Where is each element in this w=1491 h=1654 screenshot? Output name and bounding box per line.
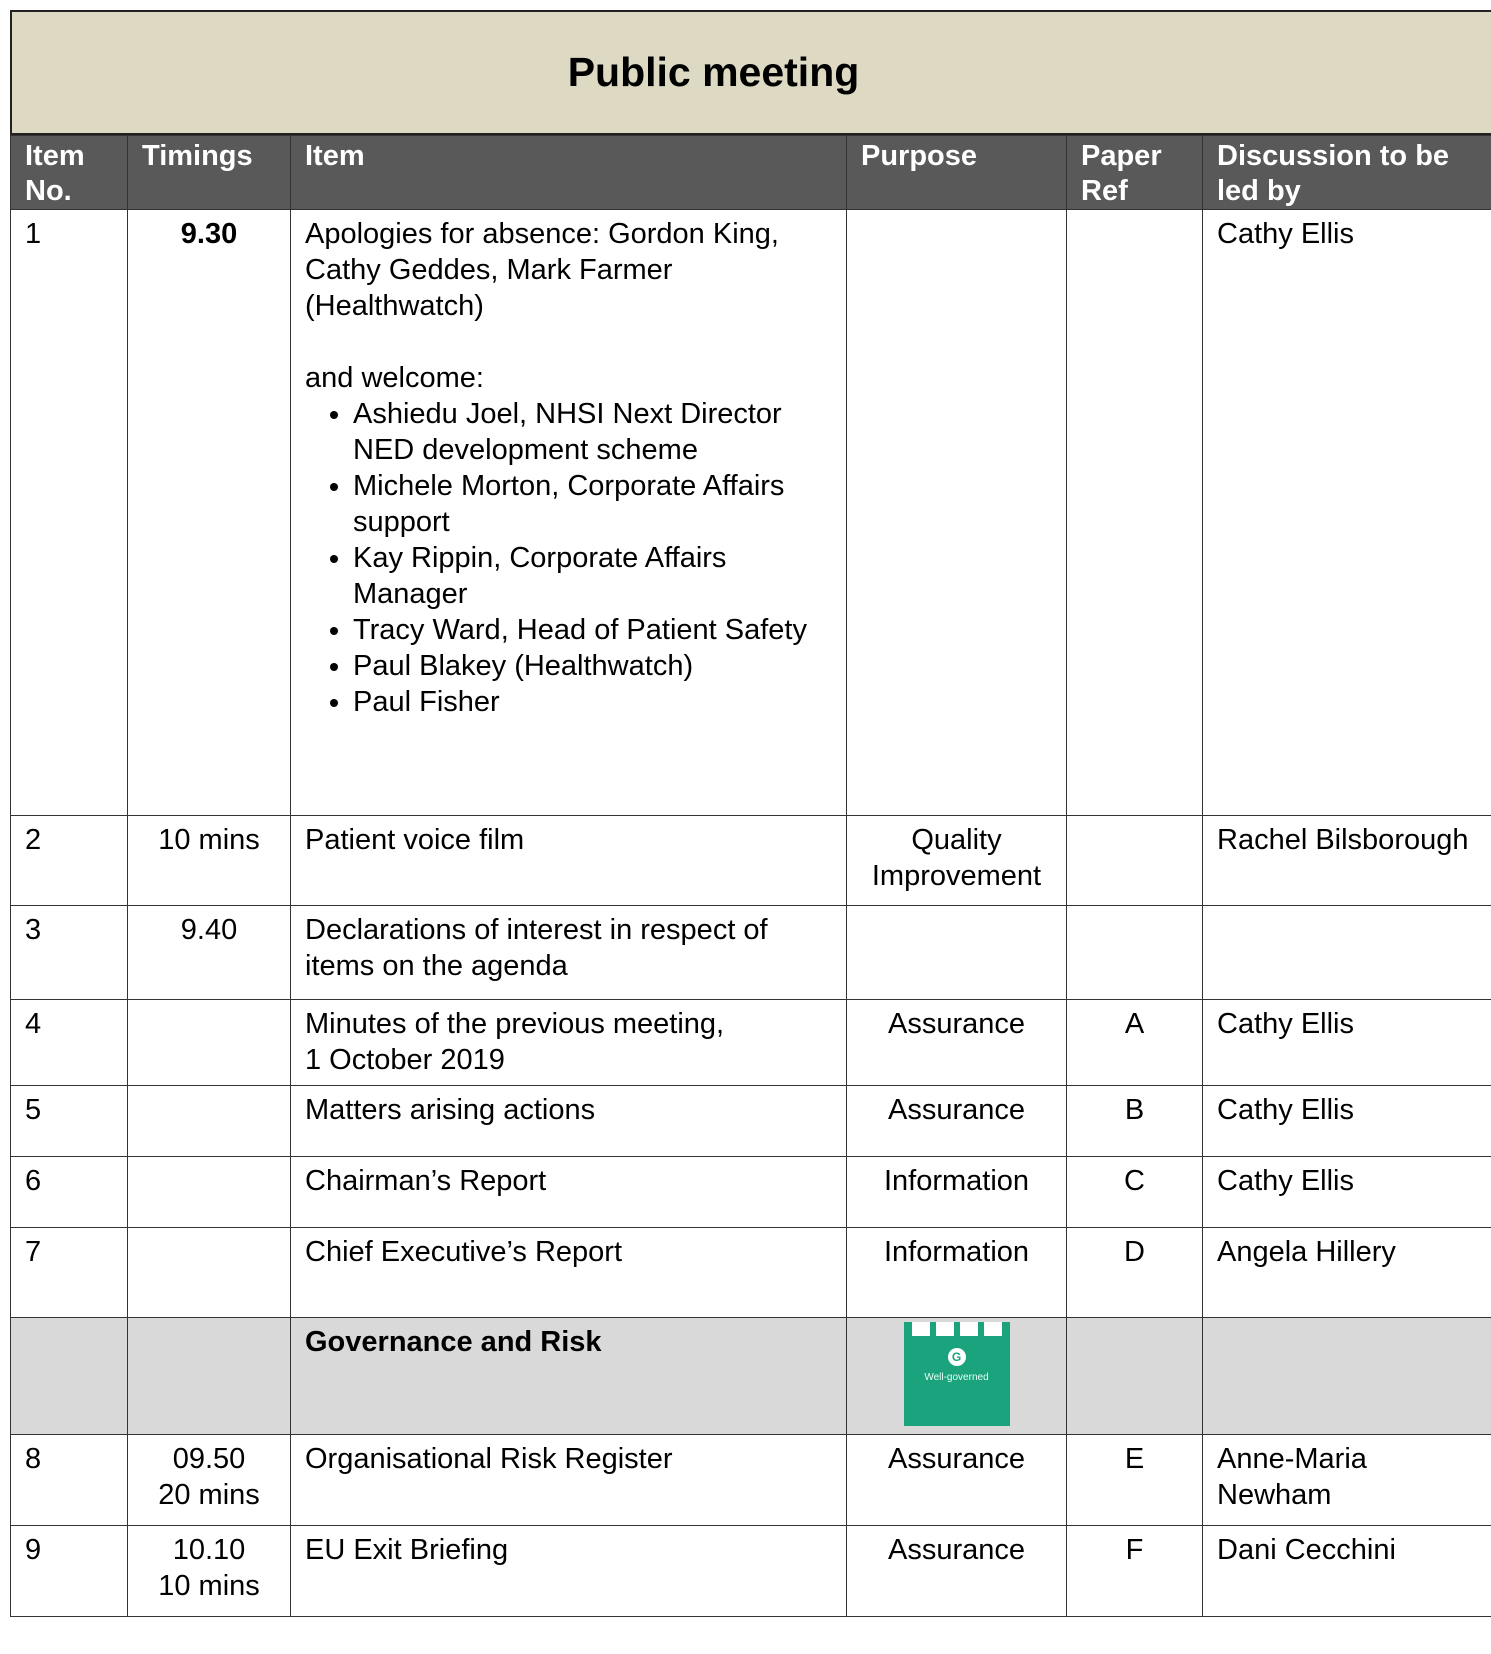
page-title: Public meeting: [567, 49, 860, 95]
led-by: Anne-Maria Newham: [1203, 1435, 1491, 1526]
agenda-table: [10, 135, 1491, 1617]
purpose: Assurance: [847, 1435, 1067, 1526]
table-row: [11, 210, 1491, 816]
apologies-text: Apologies for absence: Gordon King, Cathy Geddes, Mark Farmer (Healthwatch): [305, 218, 779, 322]
list-item: • Kay Rippin, Corporate Affairs Manager: [353, 540, 832, 612]
led-by: Cathy Ellis: [1203, 1000, 1491, 1086]
item-date: 1 October 2019: [305, 1044, 505, 1076]
header-item: Item: [291, 136, 847, 210]
item-no: 1: [11, 210, 128, 816]
table-row: [11, 906, 1491, 1000]
led-by: Dani Cecchini: [1203, 1526, 1491, 1617]
table-row: [11, 1086, 1491, 1157]
table-row: [11, 1526, 1491, 1617]
item-no: 9: [11, 1526, 128, 1617]
led-by: [1203, 906, 1491, 1000]
timing: [128, 1157, 291, 1228]
timing: [128, 1228, 291, 1318]
list-item: • Ashiedu Joel, NHSI Next Director NED development scheme: [353, 396, 832, 468]
welcome-list: [305, 396, 832, 720]
welcome-text: and welcome:: [305, 362, 484, 394]
timing-start: 09.50: [172, 1443, 246, 1475]
list-item: • Paul Fisher: [353, 684, 832, 720]
paper-ref: A: [1067, 1000, 1203, 1086]
table-row: [11, 1228, 1491, 1318]
paper-ref: [1067, 816, 1203, 906]
list-item: • Tracy Ward, Head of Patient Safety: [353, 612, 832, 648]
item-title: Declarations of interest in respect of items on the agenda: [291, 906, 847, 1000]
led-by: Cathy Ellis: [1203, 1157, 1491, 1228]
item-title: Patient voice film: [291, 816, 847, 906]
header-row: [11, 136, 1491, 210]
purpose: [847, 1318, 1067, 1435]
led-by: Rachel Bilsborough: [1203, 816, 1491, 906]
header-purpose: Purpose: [847, 136, 1067, 210]
section-title: Governance and Risk: [291, 1318, 847, 1435]
paper-ref: D: [1067, 1228, 1203, 1318]
timing-duration: 20 mins: [158, 1479, 260, 1511]
led-by: Cathy Ellis: [1203, 1086, 1491, 1157]
timing: [128, 1435, 291, 1526]
item-title: EU Exit Briefing: [291, 1526, 847, 1617]
header-item-no: Item No.: [11, 136, 128, 210]
timing: [128, 1000, 291, 1086]
item-title: Chairman’s Report: [291, 1157, 847, 1228]
item-title: Minutes of the previous meeting,: [305, 1008, 725, 1040]
header-timings: Timings: [128, 136, 291, 210]
item-no: 6: [11, 1157, 128, 1228]
purpose: Assurance: [847, 1086, 1067, 1157]
timing: [128, 1086, 291, 1157]
item-cell: [291, 1000, 847, 1086]
purpose: Information: [847, 1157, 1067, 1228]
table-row: [11, 816, 1491, 906]
timing-duration: 10 mins: [158, 1570, 260, 1602]
purpose: Assurance: [847, 1526, 1067, 1617]
timing-start: 10.10: [172, 1534, 246, 1566]
list-item: • Michele Morton, Corporate Affairs support: [353, 468, 832, 540]
table-row: [11, 1157, 1491, 1228]
item-title: Matters arising actions: [291, 1086, 847, 1157]
led-by: Cathy Ellis: [1203, 210, 1491, 816]
timing: 10 mins: [128, 816, 291, 906]
purpose: [847, 210, 1067, 816]
well-governed-icon: [904, 1322, 1010, 1426]
item-no: 5: [11, 1086, 128, 1157]
item-title: Chief Executive’s Report: [291, 1228, 847, 1318]
badge-label: Well-governed: [924, 1372, 989, 1383]
led-by: Angela Hillery: [1203, 1228, 1491, 1318]
section-row: [11, 1318, 1491, 1435]
purpose: Assurance: [847, 1000, 1067, 1086]
purpose: [847, 906, 1067, 1000]
purpose: Information: [847, 1228, 1067, 1318]
table-row: [11, 1435, 1491, 1526]
item-no: 2: [11, 816, 128, 906]
item-cell: [291, 210, 847, 816]
header-led-by: Discussion to be led by: [1203, 136, 1491, 210]
item-no: 3: [11, 906, 128, 1000]
paper-ref: F: [1067, 1526, 1203, 1617]
list-item: • Paul Blakey (Healthwatch): [353, 648, 832, 684]
item-title: Organisational Risk Register: [291, 1435, 847, 1526]
timing: 9.40: [128, 906, 291, 1000]
agenda: [10, 10, 1491, 1617]
paper-ref: E: [1067, 1435, 1203, 1526]
item-no: 4: [11, 1000, 128, 1086]
paper-ref: C: [1067, 1157, 1203, 1228]
badge-letter: G: [948, 1348, 966, 1366]
paper-ref: B: [1067, 1086, 1203, 1157]
paper-ref: [1067, 906, 1203, 1000]
table-row: [11, 1000, 1491, 1086]
header-paper-ref: Paper Ref: [1067, 136, 1203, 210]
purpose: Quality Improvement: [847, 816, 1067, 906]
timing: [128, 1526, 291, 1617]
timing: 9.30: [128, 210, 291, 816]
item-no: 8: [11, 1435, 128, 1526]
title-bar: [10, 10, 1491, 135]
item-no: 7: [11, 1228, 128, 1318]
paper-ref: [1067, 210, 1203, 816]
